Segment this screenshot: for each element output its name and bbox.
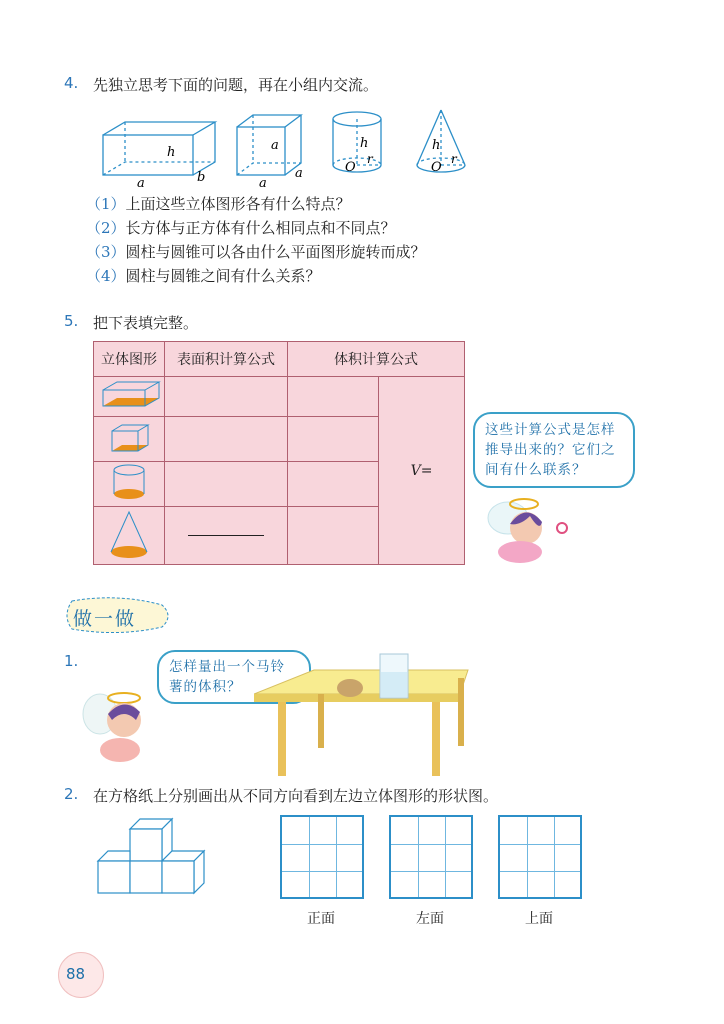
- cone-icon: [104, 508, 154, 560]
- cube-label-a-depth: a: [295, 166, 303, 181]
- row-cube-figure: [94, 417, 165, 462]
- exercise-1-number: 1.: [64, 652, 79, 670]
- speech-bubble-potato: 怎样量出一个马铃薯的体积？: [157, 650, 311, 704]
- cube-icon: [104, 417, 154, 457]
- cylinder-icon: [109, 462, 149, 502]
- cube-volume-cell[interactable]: [288, 417, 379, 462]
- cube-label-a-height: a: [271, 138, 279, 153]
- potato-icon: [337, 679, 363, 697]
- grid-left-view[interactable]: [389, 815, 473, 899]
- grid-top-view[interactable]: [498, 815, 582, 899]
- row-cone-figure: [94, 507, 165, 565]
- row-cuboid-figure: [94, 377, 165, 417]
- question-4-text: 先独立思考下面的问题，再在小组内交流。: [93, 76, 379, 94]
- cone-label-h: h: [432, 138, 441, 153]
- cuboid-label-a: a: [137, 176, 145, 190]
- label-top-view: 上面: [525, 911, 553, 927]
- exercise-2-text: 在方格纸上分别画出从不同方向看到左边立体图形的形状图。: [93, 787, 499, 805]
- cube-surface-cell[interactable]: [165, 417, 288, 462]
- shared-volume-cell: [379, 377, 465, 565]
- cone-volume-cell[interactable]: [288, 507, 379, 565]
- subquestion-4: （4）圆柱与圆锥之间有什么关系？: [86, 267, 321, 285]
- page-number: 88: [66, 965, 86, 983]
- question-5-number: 5.: [64, 312, 79, 330]
- cylinder-label-r: r: [367, 152, 373, 166]
- cube-stack-figure: [96, 815, 208, 895]
- cone-surface-cell: [165, 507, 288, 565]
- cuboid-label-h: h: [167, 145, 176, 160]
- cuboid-icon: [97, 378, 161, 412]
- subquestion-2: （2）长方体与正方体有什么相同点和不同点？: [86, 219, 396, 237]
- cylinder-figure: [333, 112, 381, 172]
- header-volume: 体积计算公式: [288, 342, 465, 377]
- speech-bubble-formulas: 这些计算公式是怎样推导出来的？它们之间有什么联系？: [473, 412, 635, 488]
- cone-surface-blank: [188, 535, 264, 536]
- cuboid-volume-cell[interactable]: [288, 377, 379, 417]
- label-left-view: 左面: [416, 911, 444, 927]
- cone-label-r: r: [451, 152, 457, 166]
- cylinder-label-h: h: [360, 136, 369, 151]
- formula-table: [93, 341, 465, 565]
- label-front-view: 正面: [307, 911, 335, 927]
- cylinder-surface-cell[interactable]: [165, 462, 288, 507]
- cuboid-label-b: b: [197, 170, 206, 185]
- table-illustration: [254, 648, 476, 778]
- angel-mascot-icon: [480, 492, 572, 572]
- solid-figures-diagram: [95, 105, 485, 190]
- cylinder-volume-cell[interactable]: [288, 462, 379, 507]
- section-title: 做一做: [73, 608, 137, 630]
- subquestion-1: （1）上面这些立体图形各有什么特点？: [86, 195, 351, 213]
- cube-label-a-width: a: [259, 176, 267, 190]
- cuboid-surface-cell[interactable]: [165, 377, 288, 417]
- angel-mascot-icon-2: [80, 686, 160, 766]
- header-surface-area: 表面积计算公式: [165, 342, 288, 377]
- grid-front-view[interactable]: [280, 815, 364, 899]
- question-4-number: 4.: [64, 74, 79, 92]
- header-solid: 立体图形: [94, 342, 165, 377]
- cone-label-O: O: [431, 160, 442, 175]
- row-cylinder-figure: [94, 462, 165, 507]
- cylinder-label-O: O: [345, 160, 356, 175]
- cube-figure: [237, 115, 301, 175]
- question-5-text: 把下表填完整。: [93, 314, 199, 332]
- subquestion-3: （3）圆柱与圆锥可以各由什么平面图形旋转而成？: [86, 243, 426, 261]
- exercise-2-number: 2.: [64, 785, 79, 803]
- volume-formula: V=: [410, 462, 433, 479]
- cuboid-figure: [103, 122, 215, 175]
